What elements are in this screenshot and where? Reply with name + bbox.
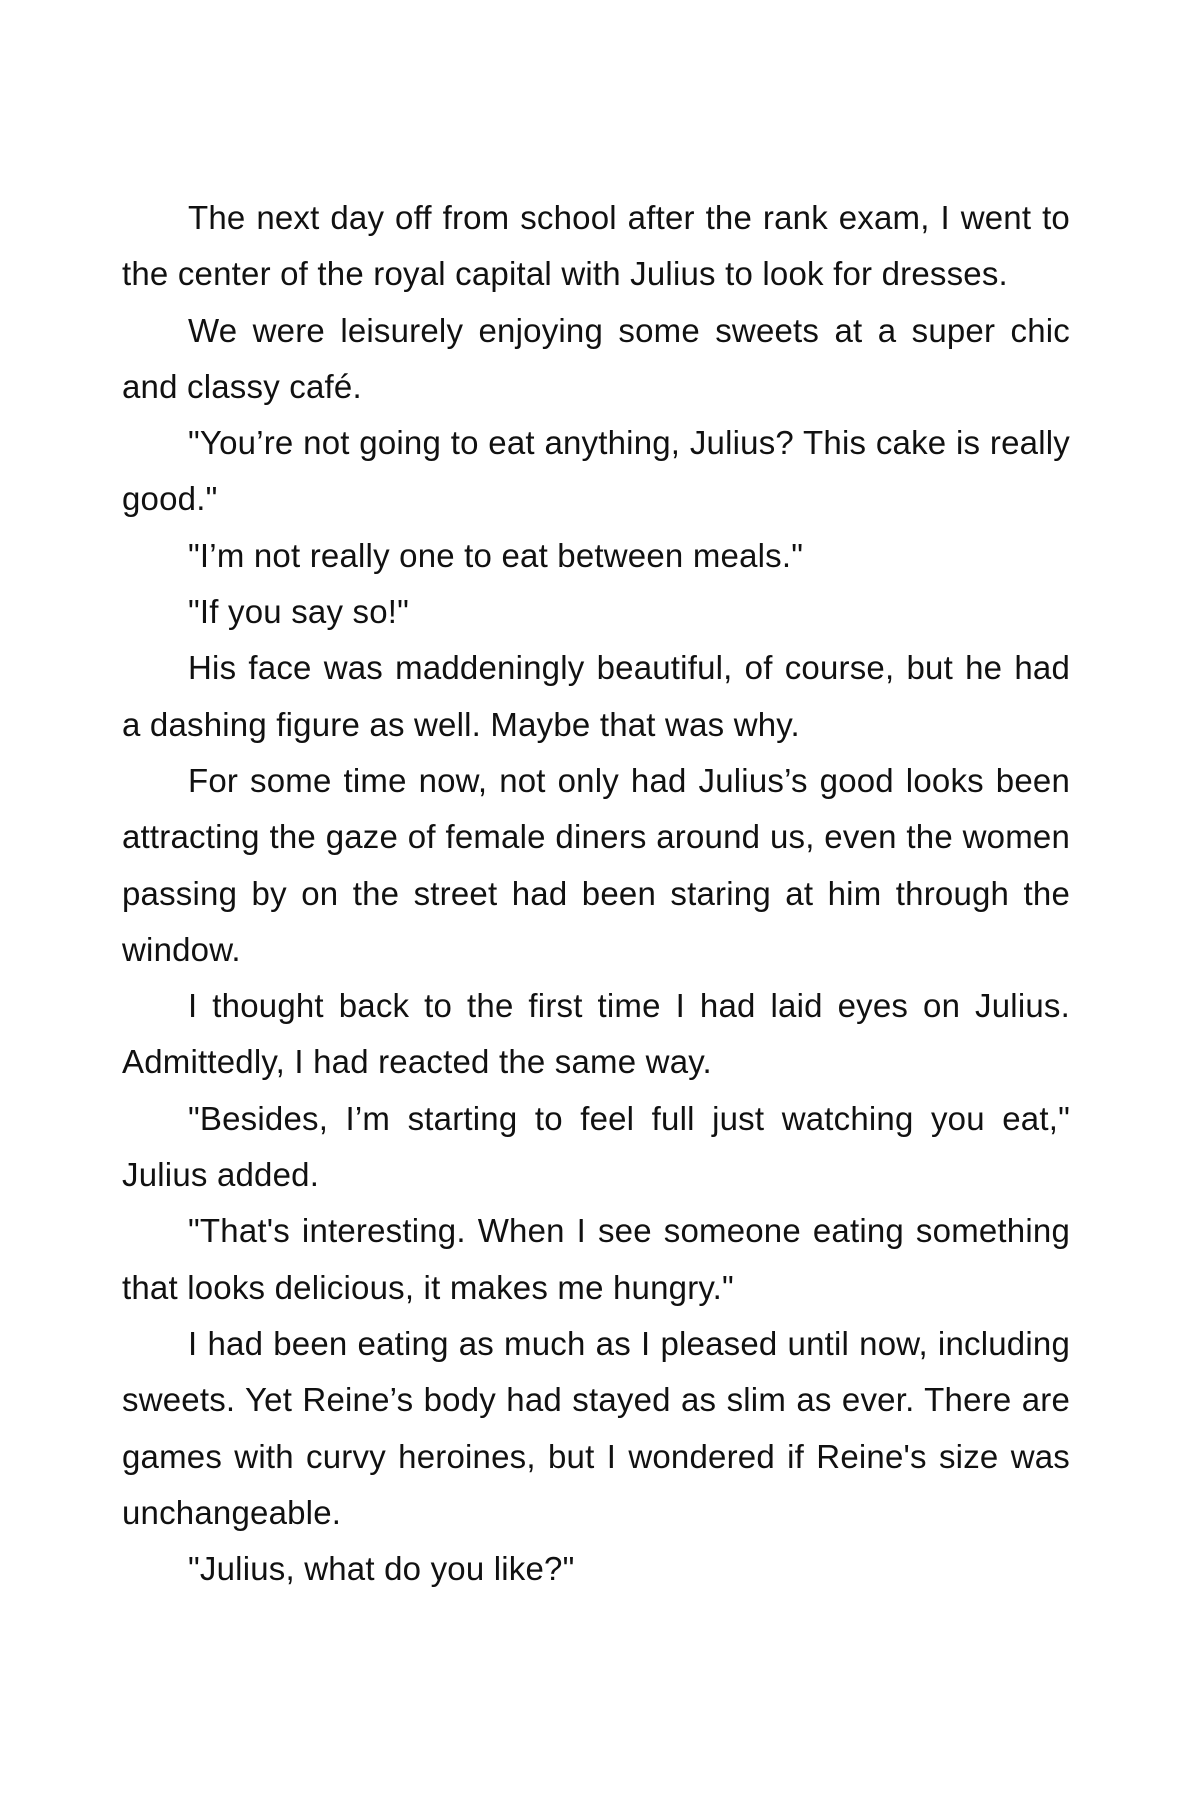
- paragraph: "Besides, I’m starting to feel full just watching you eat," Julius added.: [122, 1099, 1070, 1194]
- paragraph: We were leisurely enjoying some sweets at a super chic and classy café.: [122, 311, 1070, 405]
- paragraph: For some time now, not only had Julius’s good looks been attracting the gaze of female diners around us, even the women passing by on the street had been staring at him through the window.: [122, 761, 1070, 968]
- paragraph: "If you say so!": [188, 593, 410, 631]
- paragraph: "Julius, what do you like?": [188, 1550, 575, 1588]
- paragraph: "You’re not going to eat anything, Julius? This cake is really good.": [122, 424, 1070, 518]
- paragraph: I thought back to the first time I had laid eyes on Julius. Admittedly, I had reacted the same way.: [122, 987, 1070, 1081]
- paragraph: His face was maddeningly beautiful, of course, but he had a dashing figure as well. Maybe that was why.: [122, 649, 1070, 743]
- paragraph: "That's interesting. When I see someone eating something that looks delicious, it makes me hungry.": [122, 1212, 1070, 1306]
- paragraph: The next day off from school after the rank exam, I went to the center of the royal capital with Julius to look for dresses.: [122, 199, 1070, 293]
- body-text: [122, 190, 1070, 1597]
- paragraph: "I’m not really one to eat between meals.": [188, 536, 804, 574]
- paragraph: I had been eating as much as I pleased until now, including sweets. Yet Reine’s body had stayed as slim as ever. There are games with curvy heroines, but I wondered if Reine's size was unchangeable.: [122, 1324, 1070, 1531]
